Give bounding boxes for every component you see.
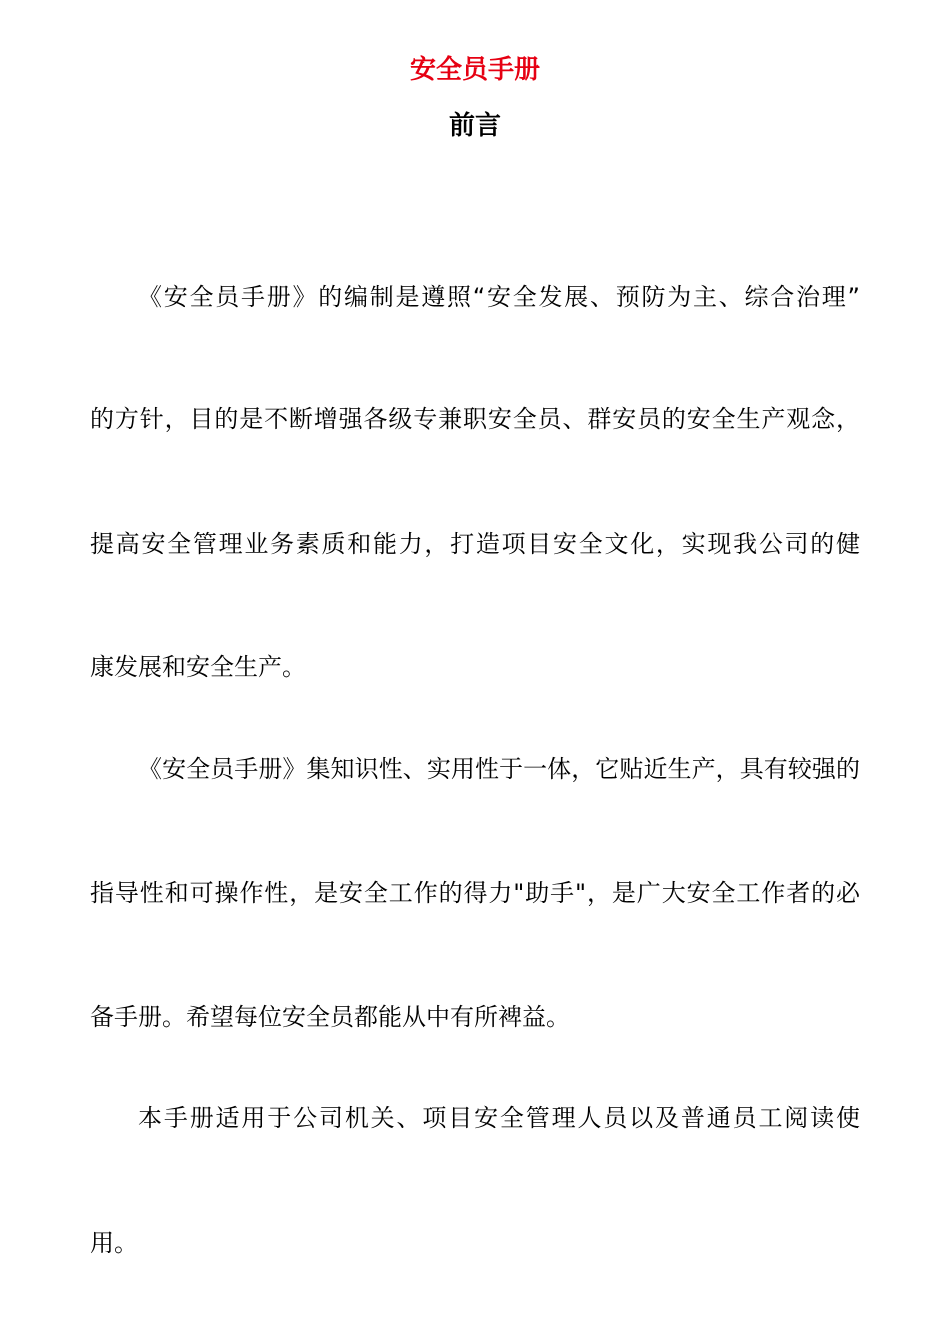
paragraph-line: 《安全员手册》集知识性、实用性于一体，它贴近生产，具有较强的	[138, 755, 860, 783]
document-title: 安全员手册	[409, 55, 540, 85]
paragraph-line: 《安全员手册》的编制是遵照“安全发展、预防为主、综合治理”	[138, 283, 860, 311]
paragraph-line: 指导性和可操作性，是安全工作的得力"助手"，是广大安全工作者的必	[90, 879, 860, 907]
paragraph-line: 的方针，目的是不断增强各级专兼职安全员、群安员的安全生产观念，	[90, 405, 860, 433]
paragraph-line: 本手册适用于公司机关、项目安全管理人员以及普通员工阅读使	[138, 1104, 860, 1132]
paragraph-line: 康发展和安全生产。	[90, 653, 306, 681]
paragraph-line: 用。	[90, 1229, 138, 1257]
section-heading-preface: 前言	[448, 111, 501, 141]
paragraph-line: 备手册。希望每位安全员都能从中有所裨益。	[90, 1003, 570, 1031]
paragraph-line: 提高安全管理业务素质和能力，打造项目安全文化，实现我公司的健	[90, 530, 860, 558]
